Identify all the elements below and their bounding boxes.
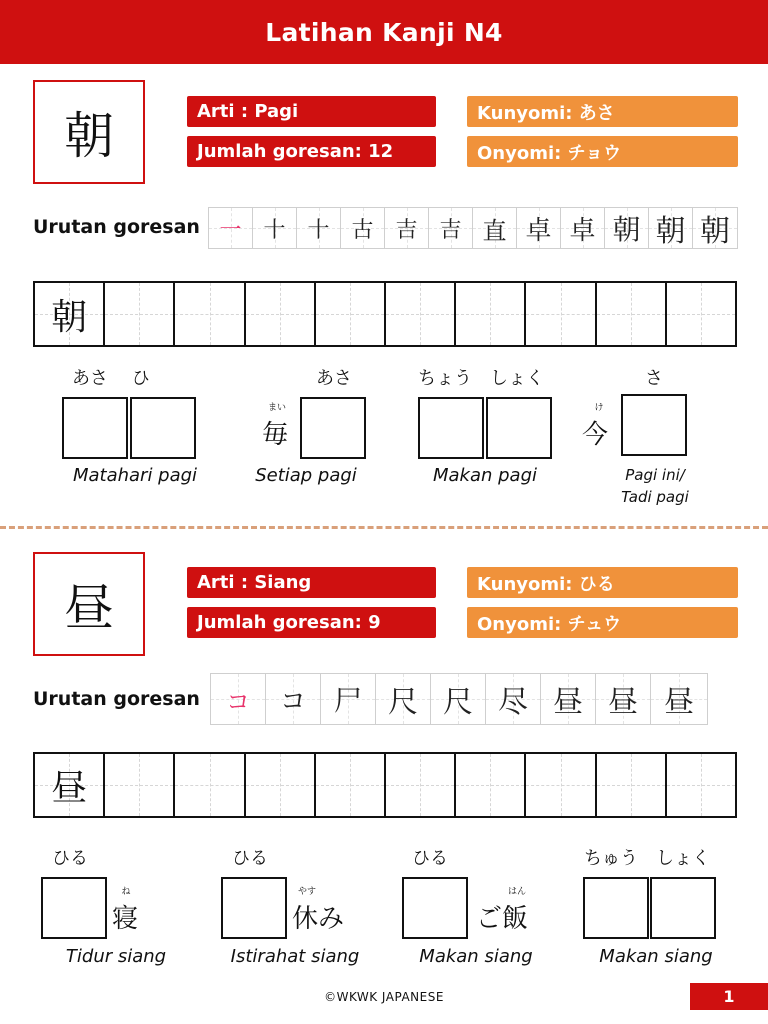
practice-cell[interactable]: [667, 754, 735, 816]
furigana: まい: [267, 403, 286, 413]
stroke-order-label: Urutan goresan: [33, 216, 200, 238]
word-reading: あさ: [316, 368, 352, 389]
word-write-box[interactable]: [41, 877, 107, 939]
onyomi-tag: Onyomi: チョウ: [467, 136, 738, 167]
word-kanji-prefix: 今: [582, 420, 609, 450]
practice-cell[interactable]: [526, 283, 596, 345]
stroke-step: 昼: [651, 674, 707, 724]
stroke-step: 一: [209, 208, 253, 248]
stroke-step: 卓: [517, 208, 561, 248]
stroke-step: 尺: [431, 674, 486, 724]
practice-cell[interactable]: [456, 283, 526, 345]
stroke-step: 尸: [321, 674, 376, 724]
stroke-step: 吉: [429, 208, 473, 248]
stroke-step: 朝: [605, 208, 649, 248]
word-meaning: Setiap pagi: [255, 465, 357, 486]
word-write-box[interactable]: [300, 397, 366, 459]
word-write-box[interactable]: [130, 397, 196, 459]
furigana: ね: [121, 887, 131, 897]
word-write-box[interactable]: [486, 397, 552, 459]
stroke-step: 卓: [561, 208, 605, 248]
practice-cell[interactable]: [316, 283, 386, 345]
section-divider: [0, 526, 768, 529]
stroke-step: 直: [473, 208, 517, 248]
word-meaning: Tidur siang: [65, 946, 167, 967]
word-meaning: Makan siang: [419, 946, 533, 967]
word-reading: ちゅう しょく: [584, 848, 710, 869]
word-meaning: Matahari pagi: [72, 465, 198, 486]
kunyomi-tag: Kunyomi: あさ: [467, 96, 738, 127]
practice-cell[interactable]: [526, 754, 596, 816]
word-kana-suffix: 寝: [112, 904, 139, 934]
furigana: け: [594, 403, 604, 413]
practice-cell[interactable]: [597, 283, 667, 345]
meaning-tag: Arti : Pagi: [187, 96, 436, 127]
word-meaning-line: Pagi ini/: [625, 466, 685, 484]
stroke-step: 古: [341, 208, 385, 248]
stroke-step: 吉: [385, 208, 429, 248]
practice-cell[interactable]: [386, 283, 456, 345]
practice-cell[interactable]: [597, 754, 667, 816]
practice-cell[interactable]: [246, 283, 316, 345]
kunyomi-tag: Kunyomi: ひる: [467, 567, 738, 598]
meaning-tag: Arti : Siang: [187, 567, 436, 598]
word-write-box[interactable]: [621, 394, 687, 456]
practice-cell-example: 朝: [35, 283, 105, 345]
page-number-badge: 1: [690, 983, 768, 1010]
word-kanji-prefix: 毎: [262, 420, 289, 450]
page-header: [0, 0, 768, 64]
stroke-step: コ: [266, 674, 321, 724]
page-title: Latihan Kanji N4: [265, 17, 503, 47]
kanji-display-box: [33, 80, 145, 184]
word-meaning: Istirahat siang: [230, 946, 360, 967]
practice-cell[interactable]: [246, 754, 316, 816]
word-write-box[interactable]: [221, 877, 287, 939]
word-reading: さ: [645, 368, 663, 389]
stroke-step: 十: [253, 208, 297, 248]
word-reading: ちょう しょく: [418, 368, 544, 389]
word-reading: ひる: [52, 848, 88, 869]
practice-cell[interactable]: [456, 754, 526, 816]
word-meaning: Makan pagi: [432, 465, 538, 486]
kanji-display-box: [33, 552, 145, 656]
word-write-box[interactable]: [62, 397, 128, 459]
word-write-box[interactable]: [650, 877, 716, 939]
onyomi-tag: Onyomi: チュウ: [467, 607, 738, 638]
furigana: やす: [297, 887, 316, 897]
stroke-step: 十: [297, 208, 341, 248]
word-kana-suffix: ご飯: [476, 904, 529, 934]
word-meaning: Makan siang: [599, 946, 713, 967]
word-meaning-line: Tadi pagi: [621, 488, 689, 506]
stroke-step: 昼: [596, 674, 651, 724]
furigana: はん: [507, 887, 526, 897]
word-write-box[interactable]: [418, 397, 484, 459]
practice-cell[interactable]: [667, 283, 735, 345]
word-write-box[interactable]: [402, 877, 468, 939]
word-reading: ひる: [412, 848, 448, 869]
stroke-count-tag: Jumlah goresan: 9: [187, 607, 436, 638]
practice-cell-example: 昼: [35, 754, 105, 816]
practice-cell[interactable]: [386, 754, 456, 816]
footer-credit: ©WKWK JAPANESE: [324, 990, 444, 1004]
stroke-step: 尽: [486, 674, 541, 724]
word-write-box[interactable]: [583, 877, 649, 939]
stroke-order-strip: [210, 673, 708, 725]
practice-cell[interactable]: [105, 283, 175, 345]
kanji-character: 朝: [64, 107, 114, 165]
writing-practice-grid: [33, 752, 737, 818]
word-kana-suffix: 休み: [292, 904, 345, 934]
stroke-order-strip: [208, 207, 738, 249]
practice-cell[interactable]: [316, 754, 386, 816]
practice-cell[interactable]: [105, 754, 175, 816]
word-reading: ひる: [232, 848, 268, 869]
practice-cell[interactable]: [175, 283, 245, 345]
stroke-step: 昼: [541, 674, 596, 724]
stroke-step: コ: [211, 674, 266, 724]
stroke-count-tag: Jumlah goresan: 12: [187, 136, 436, 167]
writing-practice-grid: [33, 281, 737, 347]
stroke-step: 朝: [693, 208, 737, 248]
word-reading: あさ ひ: [72, 368, 150, 389]
stroke-step: 尺: [376, 674, 431, 724]
practice-cell[interactable]: [175, 754, 245, 816]
stroke-order-label: Urutan goresan: [33, 688, 200, 710]
stroke-step: 朝: [649, 208, 693, 248]
kanji-character: 昼: [64, 579, 114, 637]
